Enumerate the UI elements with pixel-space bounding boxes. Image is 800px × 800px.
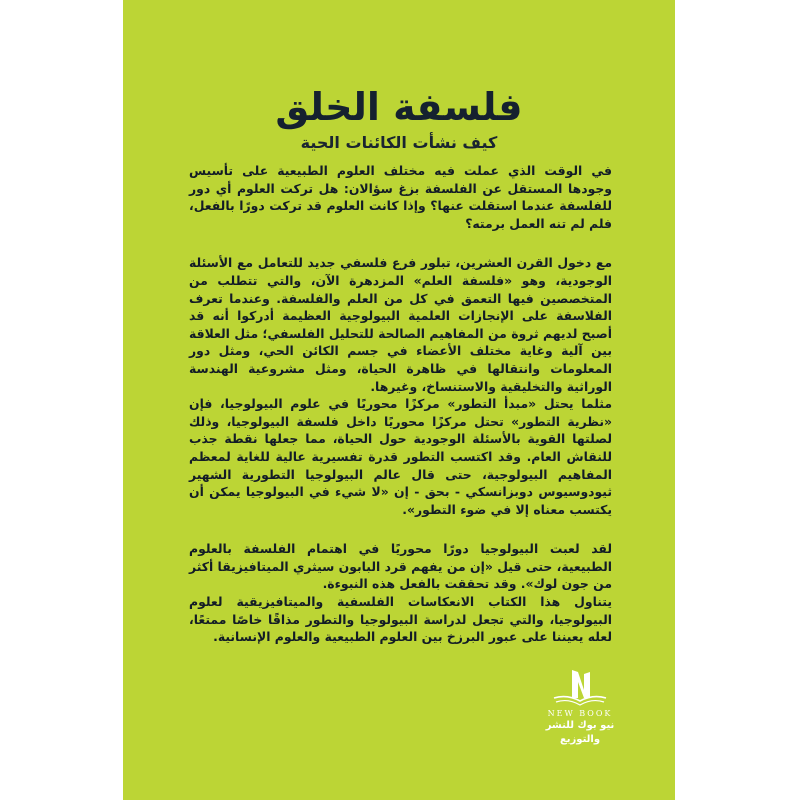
blurb-paragraph: لقد لعبت البيولوجيا دورًا محوريًا في اهتمام الفلسفة بالعلوم الطبيعية، حتى قيل «إن من يفهم قرد البابون سيثري الميتافيزيقا أكثر من جون لوك». وقد تحققت بالفعل هذه النبوءة. — [189, 541, 612, 592]
publisher-logo — [525, 668, 635, 745]
book-title: فلسفة الخلق — [275, 85, 523, 129]
book-subtitle: كيف نشأت الكائنات الحية — [300, 133, 498, 152]
book-back-cover — [123, 0, 675, 800]
blurb-paragraph: مع دخول القرن العشرين، تبلور فرع فلسفي جديد للتعامل مع الأسئلة الوجودية، وهو «فلسفة العلم» المزدهرة الآن، والتي تتطلب من المتخصصين فيها التعمق في كل من العلم والفلسفة. وعندما تعرف الفلاسفة على الإنجازات العلمية البيولوجية العظيمة أدركوا أنه قد أصبح لديهم ثروة من المفاهيم الصالحة للتحليل الفلسفي؛ مثل العلاقة بين آلية وغاية مختلف الأعضاء في جسم الكائن الحي، ومثل دور المعلومات وانتقالها في ظاهرة الحياة، ومثل مشروعية الهندسة الوراثية والتخليقية والاستنساخ، وغيرها. — [189, 255, 612, 394]
blurb-paragraph: في الوقت الذي عملت فيه مختلف العلوم الطبيعية على تأسيس وجودها المستقل عن الفلسفة بزغ سؤالان: هل تركت العلوم أي دور للفلسفة عندما استقلت عنها؟ وإذا كانت العلوم قد تركت دورًا بالفعل، فلم لم تنه العمل برمته؟ — [189, 163, 612, 231]
open-book-letter-n-icon — [550, 668, 610, 708]
publisher-name-arabic: نيو بوك للنشر والتوزيع — [545, 720, 615, 745]
publisher-name-latin: NEW BOOK — [547, 709, 613, 718]
blurb-paragraph: مثلما يحتل «مبدأ التطور» مركزًا محوريًا في علوم البيولوجيا، فإن «نظرية التطور» تحتل مركزًا محوريًا داخل فلسفة البيولوجيا، وذلك لصلتها القوية بالأسئلة الوجودية حول الحياة، مما جعلها نقطة جذب للنقاش العام. وقد اكتسب التطور قدرة تفسيرية عالية للغاية لمعظم المفاهيم البيولوجية، حتى قال عالم البيولوجيا التطورية الشهير ثيودوسيوس دوبزانسكي - بحق - إن «لا شيء في البيولوجيا يمكن أن يكتسب معناه إلا في ضوء التطور». — [189, 396, 612, 517]
blurb-paragraph: يتناول هذا الكتاب الانعكاسات الفلسفية والميتافيزيقية لعلوم البيولوجيا، والتي تجعل لدراسة البيولوجيا والتطور مذاقًا خاصًا ممتعًا، لعله يعيننا على عبور البرزخ بين العلوم الطبيعية والعلوم الإنسانية. — [189, 594, 612, 645]
blurb-text — [189, 162, 612, 646]
